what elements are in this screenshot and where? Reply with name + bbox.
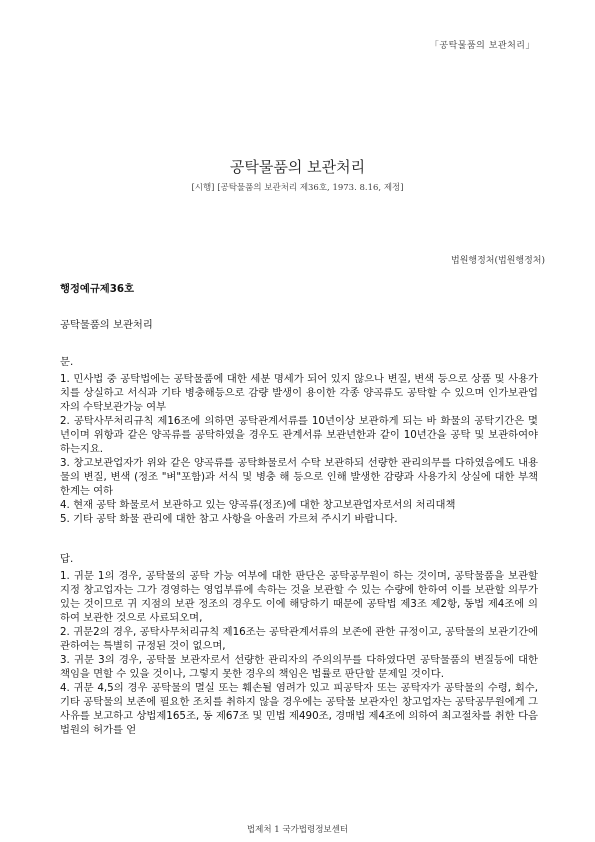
question-item: 3. 창고보관업자가 위와 같은 양곡류를 공탁화물로서 수탁 보관하되 선량한 관리의무를 다하였음에도 내용물의 변질, 변색 (정조 "벼"포함)과 서식 및 병충 해 등으로 인해 발생한 감량과 사용가치 상실에 대한 부책한계는 여하	[60, 457, 538, 497]
document-title: 공탁물품의 보관처리	[229, 158, 366, 176]
answer-section	[60, 552, 538, 737]
question-label: 문.	[60, 356, 74, 368]
question-section	[60, 355, 538, 526]
regulation-number: 행정예규제36호	[60, 283, 135, 295]
answer-item: 3. 귀문 3의 경우, 공탁물 보관자로서 선량한 관리자의 주의의무를 다하였다면 공탁물품의 변질등에 대한 책임을 면할 수 있을 것이나, 그렇지 못한 경우의 책임은 법률로 판단할 문제일 것이다.	[60, 654, 538, 680]
question-item: 4. 현재 공탁 화물로서 보관하고 있는 양곡류(정조)에 대한 창고보관업자로서의 처리대책	[60, 499, 456, 511]
document-subtitle: [시행] [공탁물품의 보관처리 제36호, 1973. 8.16, 제정]	[191, 183, 404, 193]
issuing-agency: 법원행정처(법원행정처)	[451, 256, 545, 266]
question-item: 1. 민사법 중 공탁법에는 공탁물품에 대한 세분 명세가 되어 있지 않으나 변질, 변색 등으로 상품 및 사용가치를 상실하고 서식과 기타 병충해등으로 감량 발생이 용이한 각종 양곡류도 공탁할 수 있으며 인가보관업자의 수탁보관가능 여부	[60, 373, 538, 413]
header-document-tag: 「공탁물품의 보관처리」	[429, 41, 535, 51]
page-footer: 법제처 1 국가법령정보센터	[246, 825, 349, 835]
answer-item: 2. 귀문2의 경우, 공탁사무처리규칙 제16조는 공탁관계서류의 보존에 관한 규정이고, 공탁물의 보관기간에 관하여는 특별히 규정된 것이 없으며,	[60, 626, 538, 652]
answer-label: 답.	[60, 553, 74, 565]
section-title: 공탁물품의 보관처리	[60, 319, 153, 331]
answer-item: 1. 귀문 1의 경우, 공탁물의 공탁 가능 여부에 대한 판단은 공탁공무원이 하는 것이며, 공탁물품을 보관할 지정 창고업자는 그가 경영하는 영업부류에 속하는 것을 보관할 수 있는 수량에 한하여 이를 보관할 의무가 있는 것이므로 귀 지점의 보관 정조의 경우도 이에 해당하기 때문에 공탁법 제3조 제2항, 동법 제4조에 의하여 보관한 것으로 사료되오며,	[60, 570, 538, 624]
question-item: 2. 공탁사무처리규칙 제16조에 의하면 공탁관계서류를 10년이상 보관하게 되는 바 화물의 공탁기간은 몇년이며 위항과 같은 양곡류를 공탁하였을 경우도 관계서류 보관년한과 같이 10년간을 공탁 및 보관하여야 하는지요.	[60, 415, 538, 455]
answer-item: 4. 귀문 4,5의 경우 공탁물의 멸실 또는 훼손될 염려가 있고 피공탁자 또는 공탁자가 공탁물의 수령, 회수, 기타 공탁물의 보존에 필요한 조치를 취하지 않을 경우에는 공탁물 보관자인 창고업자는 공탁공무원에게 그 사유를 보고하고 상법제165조, 동 제67조 및 민법 제490조, 경매법 제4조에 의하여 최고절차를 취한 다음 법원의 허가를 얻	[60, 682, 538, 736]
question-item: 5. 기타 공탁 화물 관리에 대한 참고 사항을 아울러 가르쳐 주시기 바랍니다.	[60, 513, 398, 525]
